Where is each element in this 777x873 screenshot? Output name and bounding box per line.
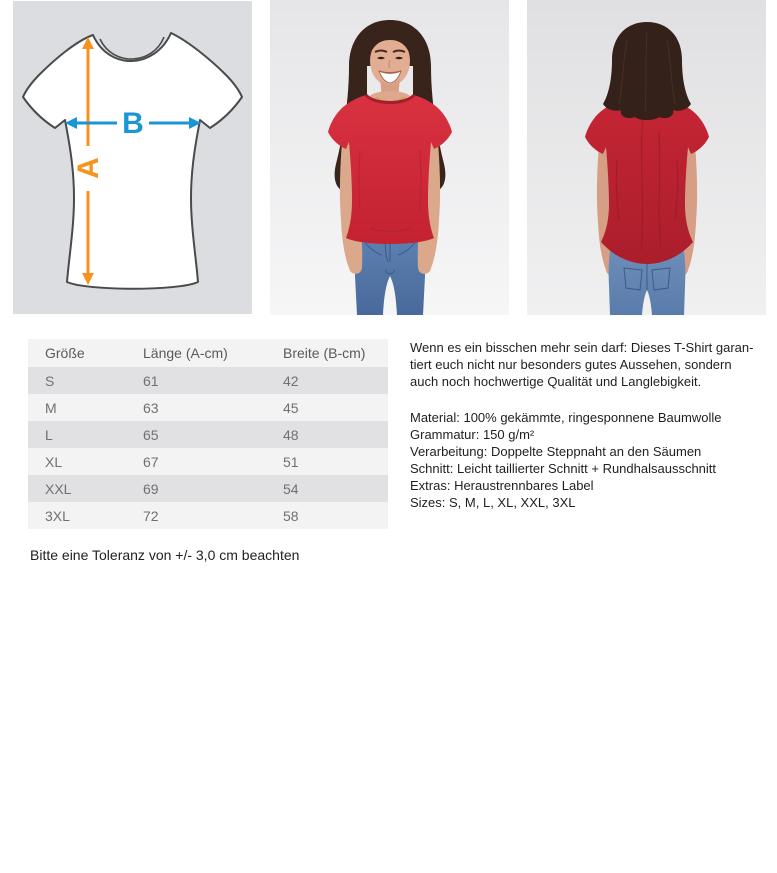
cell-length: 67 [143, 453, 159, 470]
detail-verarbeitung: Verarbeitung: Doppelte Steppnaht an den Säumen [410, 444, 702, 459]
cell-length: 72 [143, 507, 159, 524]
label-a: A [72, 157, 105, 179]
header-breite: Breite (B-cm) [283, 345, 366, 361]
table-row [28, 367, 388, 394]
intro-line: auch noch hochwertige Qualität und Langlebigkeit. [410, 374, 702, 389]
model-back-illustration [527, 0, 766, 315]
detail-material: Material: 100% gekämmte, ringesponnene Baumwolle [410, 410, 722, 425]
cell-size: L [45, 426, 53, 443]
tshirt-outline [23, 33, 242, 289]
model-front-photo [270, 0, 509, 315]
size-chart-header-row [28, 339, 388, 367]
cell-width: 42 [283, 372, 299, 389]
table-row [28, 475, 388, 502]
intro-line: Wenn es ein bisschen mehr sein darf: Dieses T-Shirt garan- [410, 340, 754, 355]
tshirt-measurement-diagram [13, 1, 252, 314]
table-row [28, 421, 388, 448]
size-diagram-image [13, 1, 252, 314]
cell-size: S [45, 372, 55, 389]
cell-width: 58 [283, 507, 299, 524]
cell-width: 48 [283, 426, 299, 443]
tolerance-note: Bitte eine Toleranz von +/- 3,0 cm beachten [30, 547, 300, 563]
description-intro [410, 339, 777, 390]
detail-sizes: Sizes: S, M, L, XL, XXL, 3XL [410, 495, 576, 510]
detail-schnitt: Schnitt: Leicht taillierter Schnitt + Rundhalsausschnitt [410, 461, 717, 476]
cell-size: M [45, 399, 57, 416]
cell-width: 45 [283, 399, 299, 416]
intro-line: tiert euch nicht nur besonders gutes Aussehen, sondern [410, 357, 732, 372]
cell-size: 3XL [45, 507, 70, 524]
detail-extras: Extras: Heraustrennbares Label [410, 478, 594, 493]
cell-size: XXL [45, 480, 72, 497]
size-chart-table [28, 339, 388, 529]
label-b: B [122, 107, 144, 140]
cell-length: 69 [143, 480, 159, 497]
detail-grammatur: Grammatur: 150 g/m² [410, 427, 535, 442]
table-row [28, 394, 388, 421]
cell-length: 63 [143, 399, 159, 416]
cell-width: 54 [283, 480, 299, 497]
model-front-illustration [270, 0, 509, 315]
header-laenge: Länge (A-cm) [143, 345, 228, 361]
header-groesse: Größe [45, 345, 85, 361]
model-back-photo [527, 0, 766, 315]
description-details [410, 409, 777, 511]
cell-width: 51 [283, 453, 299, 470]
table-row [28, 448, 388, 475]
cell-length: 61 [143, 372, 159, 389]
table-row [28, 502, 388, 529]
cell-size: XL [45, 453, 63, 470]
product-description [410, 339, 777, 511]
cell-length: 65 [143, 426, 159, 443]
